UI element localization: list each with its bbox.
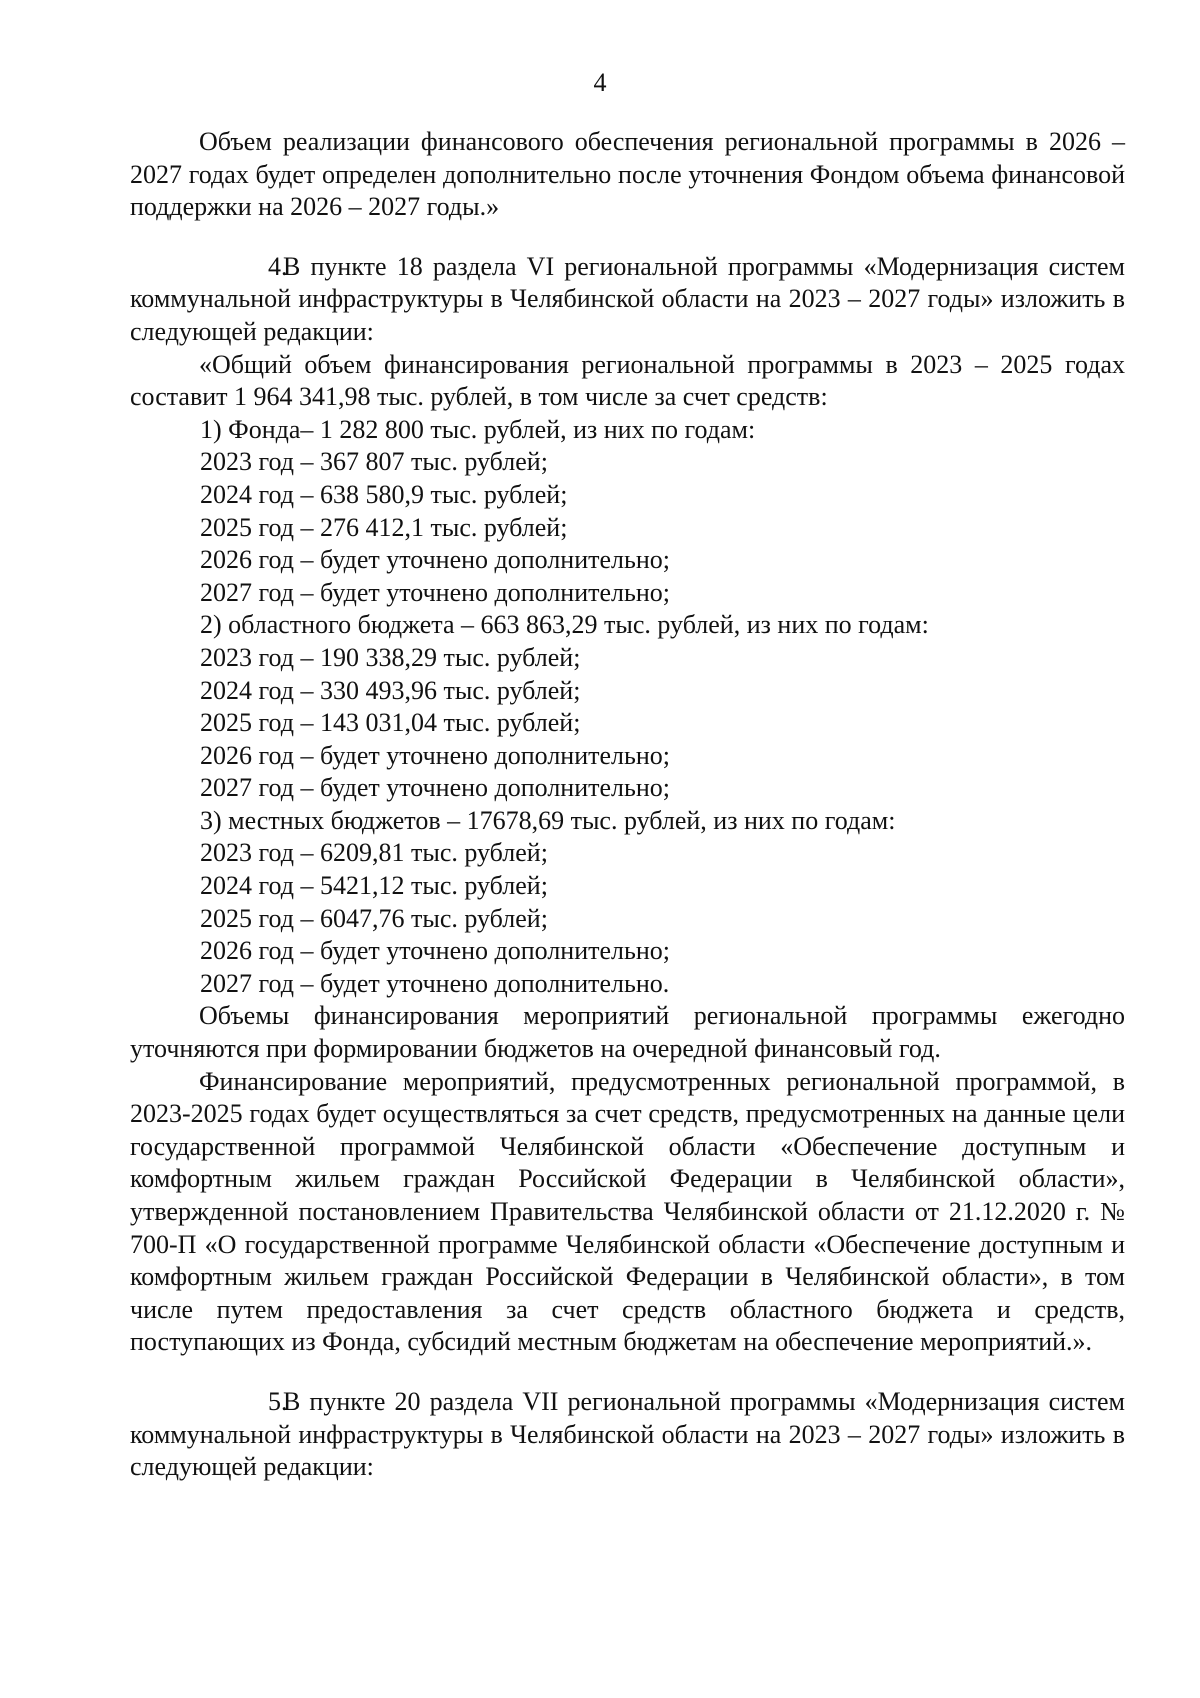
item-5-paragraph	[130, 1386, 1125, 1484]
list-item: 2026 год – будет уточнено дополнительно;	[200, 740, 670, 770]
quote-intro-paragraph: «Общий объем финансирования региональной программы в 2023 – 2025 годах составит 1 964 341,98 тыс. рублей, в том числе за счет средств:	[130, 349, 1125, 412]
list-item: 2023 год – 367 807 тыс. рублей;	[200, 447, 548, 477]
intro-paragraph: Объем реализации финансового обеспечения региональной программы в 2026 – 2027 годах будет определен дополнительно после уточнения Фондом объема финансовой поддержки на 2026 – 2027 годы.»	[130, 127, 1125, 222]
list-item: 1) Фонда– 1 282 800 тыс. рублей, из них по годам:	[200, 414, 756, 444]
list-item: 2027 год – будет уточнено дополнительно;	[200, 773, 670, 803]
page-number: 4	[593, 68, 607, 97]
item-5-text: В пункте 20 раздела VII региональной программы «Модернизация систем коммунальной инфраструктуры в Челябинской области на 2023 – 2027 годы» изложить в следующей редакции:	[130, 1386, 1125, 1482]
item-5-number: 5.	[268, 1386, 288, 1416]
list-item: 2025 год – 6047,76 тыс. рублей;	[200, 903, 548, 933]
list-item: 3) местных бюджетов – 17678,69 тыс. рублей, из них по годам:	[200, 805, 896, 835]
list-item: 2026 год – будет уточнено дополнительно;	[200, 545, 670, 575]
document-body	[130, 126, 1125, 1484]
list-item: 2) областного бюджета – 663 863,29 тыс. рублей, из них по годам:	[200, 610, 929, 640]
list-item: 2027 год – будет уточнено дополнительно;	[200, 577, 670, 607]
volumes-paragraph: Объемы финансирования мероприятий региональной программы ежегодно уточняются при формировании бюджетов на очередной финансовый год.	[130, 1001, 1125, 1064]
financing-list	[130, 414, 1125, 1001]
list-item: 2025 год – 143 031,04 тыс. рублей;	[200, 708, 581, 738]
list-item: 2024 год – 5421,12 тыс. рублей;	[200, 871, 548, 901]
list-item: 2024 год – 330 493,96 тыс. рублей;	[200, 675, 581, 705]
list-item: 2023 год – 6209,81 тыс. рублей;	[200, 838, 548, 868]
list-item: 2023 год – 190 338,29 тыс. рублей;	[200, 642, 581, 672]
item-4-paragraph	[130, 251, 1125, 349]
list-item: 2027 год – будет уточнено дополнительно.	[200, 968, 670, 998]
financing-paragraph: Финансирование мероприятий, предусмотренных региональной программой, в 2023-2025 годах будет осуществляться за счет средств, предусмотренных на данные цели государственной программой Челябинской области «Обеспечение доступным и комфортным жильем граждан Российской Федерации в Челябинской области», утвержденной постановлением Правительства Челябинской области от 21.12.2020 г. № 700-П «О государственной программе Челябинской области «Обеспечение доступным и комфортным жильем граждан Российской Федерации в Челябинской области», в том числе путем предоставления за счет средств областного бюджета и средств, поступающих из Фонда, субсидий местным бюджетам на обеспечение мероприятий.».	[130, 1066, 1125, 1357]
list-item: 2025 год – 276 412,1 тыс. рублей;	[200, 512, 568, 542]
item-4-text: В пункте 18 раздела VI региональной программы «Модернизация систем коммунальной инфраструктуры в Челябинской области на 2023 – 2027 годы» изложить в следующей редакции:	[130, 251, 1125, 346]
list-item: 2024 год – 638 580,9 тыс. рублей;	[200, 479, 568, 509]
list-item: 2026 год – будет уточнено дополнительно;	[200, 936, 670, 966]
item-4-number: 4.	[268, 251, 288, 281]
